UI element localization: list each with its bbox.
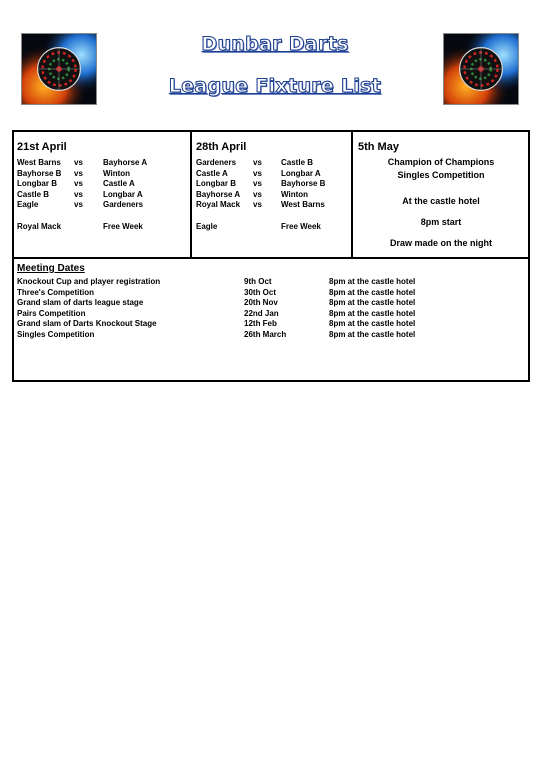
- away-team: Gardeners: [103, 200, 144, 209]
- home-team: Royal Mack: [196, 200, 241, 209]
- event-title: Champion of Champions: [387, 157, 495, 167]
- meeting-row: [17, 309, 525, 319]
- home-team: Bayhorse A: [196, 189, 241, 199]
- vs-label: vs: [253, 158, 262, 167]
- event-date: 5th May: [358, 141, 399, 153]
- meeting-row: [17, 330, 525, 340]
- meeting-detail: 8pm at the castle hotel: [329, 329, 416, 339]
- champion-event-panel: [354, 132, 528, 257]
- vs-label: vs: [253, 168, 262, 178]
- vs-label: vs: [74, 200, 83, 209]
- event-subtitle: Singles Competition: [397, 170, 485, 180]
- meeting-dates-heading: Meeting Dates: [17, 263, 85, 274]
- meeting-event: Three's Competition: [17, 287, 95, 297]
- meeting-event: Singles Competition: [17, 329, 95, 339]
- free-week-label: Free Week: [103, 222, 143, 231]
- vs-label: vs: [74, 158, 83, 167]
- page-subtitle: League Fixture List: [168, 75, 382, 97]
- meeting-event: Knockout Cup and player registration: [17, 277, 161, 286]
- home-team: Castle A: [196, 168, 228, 178]
- meeting-row: [17, 319, 525, 329]
- home-team: Eagle: [17, 200, 39, 209]
- home-team: Longbar B: [17, 179, 57, 188]
- away-team: Castle A: [103, 179, 135, 188]
- event-draw-note: Draw made on the night: [389, 238, 492, 248]
- round-date: 28th April: [196, 141, 247, 153]
- meeting-event: Pairs Competition: [17, 308, 86, 318]
- meeting-row: [17, 288, 525, 298]
- away-team: Longbar A: [103, 189, 143, 199]
- away-team: West Barns: [281, 200, 325, 209]
- fixture-table: [12, 130, 530, 382]
- meeting-date: 20th Nov: [244, 298, 278, 307]
- meeting-detail: 8pm at the castle hotel: [329, 277, 416, 286]
- home-team: Longbar B: [196, 179, 236, 188]
- vs-label: vs: [253, 179, 262, 188]
- column-divider: [190, 132, 192, 257]
- home-team: Gardeners: [196, 158, 237, 167]
- home-team: Bayhorse B: [17, 168, 62, 178]
- meeting-date: 30th Oct: [244, 287, 277, 297]
- meeting-row: [17, 277, 525, 287]
- home-team: Castle B: [17, 189, 50, 199]
- column-divider: [351, 132, 353, 257]
- meeting-row: [17, 298, 525, 308]
- meeting-event: Grand slam of darts league stage: [17, 298, 144, 307]
- meeting-date: 12th Feb: [244, 319, 277, 328]
- away-team: Winton: [281, 189, 309, 199]
- meeting-detail: 8pm at the castle hotel: [329, 287, 416, 297]
- vs-label: vs: [253, 200, 262, 209]
- vs-label: vs: [74, 189, 83, 199]
- free-week-label: Free Week: [281, 222, 321, 231]
- event-start-time: 8pm start: [420, 217, 462, 227]
- bye-team: Eagle: [196, 222, 218, 231]
- meeting-detail: 8pm at the castle hotel: [329, 319, 416, 328]
- bye-team: Royal Mack: [17, 222, 62, 231]
- meeting-date: 22nd Jan: [244, 308, 279, 318]
- vs-label: vs: [74, 168, 83, 178]
- vs-label: vs: [253, 189, 262, 199]
- meeting-detail: 8pm at the castle hotel: [329, 308, 416, 318]
- away-team: Winton: [103, 168, 131, 178]
- meeting-date: 26th March: [244, 329, 287, 339]
- home-team: West Barns: [17, 158, 61, 167]
- round-date: 21st April: [17, 141, 67, 153]
- page-title: Dunbar Darts: [201, 33, 349, 55]
- meeting-event: Grand slam of Darts Knockout Stage: [17, 319, 157, 328]
- vs-label: vs: [74, 179, 83, 188]
- away-team: Bayhorse A: [103, 158, 148, 167]
- away-team: Longbar A: [281, 168, 321, 178]
- away-team: Castle B: [281, 158, 314, 167]
- meeting-detail: 8pm at the castle hotel: [329, 298, 416, 307]
- table-divider: [14, 257, 528, 259]
- away-team: Bayhorse B: [281, 179, 326, 188]
- meeting-date: 9th Oct: [244, 277, 272, 286]
- event-venue: At the castle hotel: [402, 196, 480, 206]
